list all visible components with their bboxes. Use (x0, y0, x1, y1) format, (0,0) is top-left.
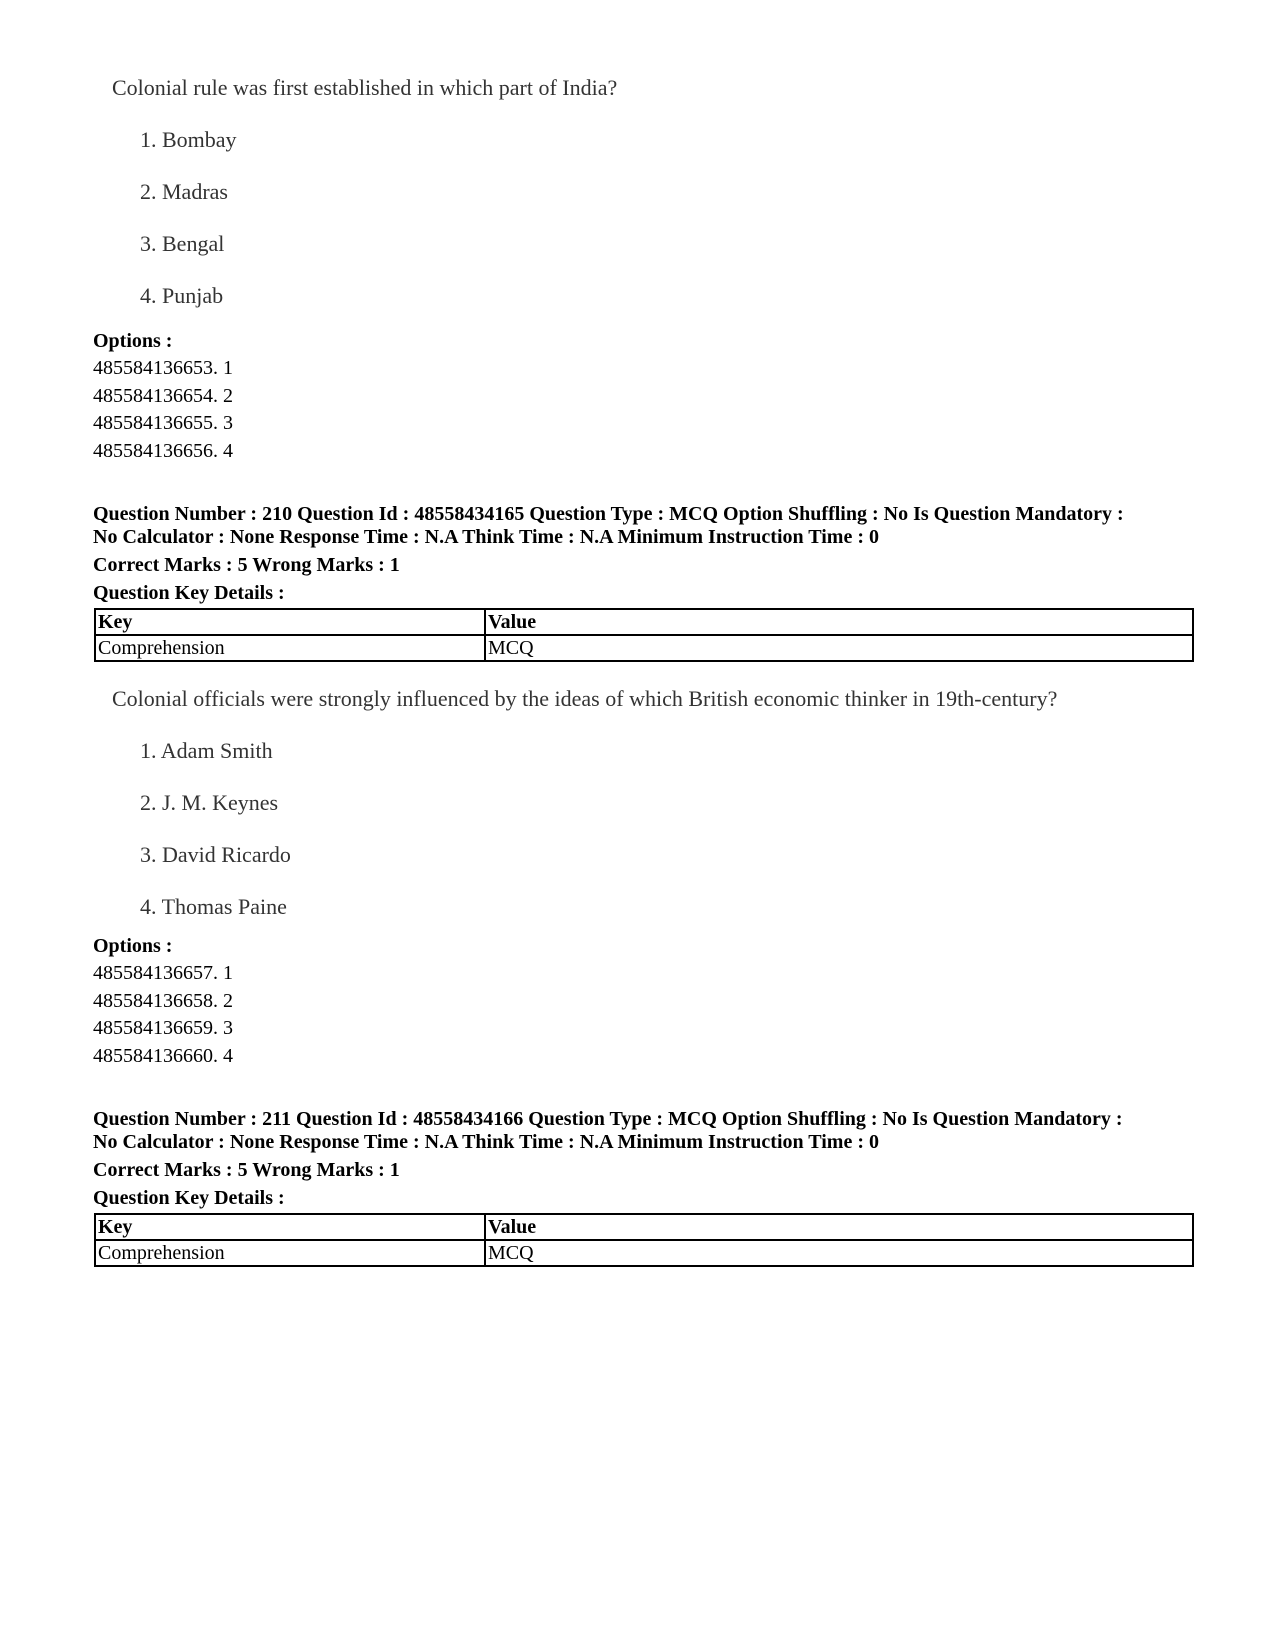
table-header-value: Value (485, 1214, 1193, 1240)
question-meta-line: Question Number : 211 Question Id : 48558434166 Question Type : MCQ Option Shuffling : No Is Question Mandatory : (93, 1108, 1123, 1130)
question-meta-line: Question Number : 210 Question Id : 48558434165 Question Type : MCQ Option Shuffling : No Is Question Mandatory : (93, 503, 1124, 525)
table-header-key: Key (95, 1214, 485, 1240)
table-header-value: Value (485, 609, 1193, 635)
key-details-table (94, 1213, 1194, 1267)
key-details-table (94, 608, 1194, 662)
question-meta (93, 503, 1193, 549)
option-id: 485584136660. 4 (93, 1045, 233, 1067)
table-cell-key: Comprehension (95, 635, 485, 661)
key-details-label: Question Key Details : (93, 582, 285, 604)
option-id: 485584136656. 4 (93, 440, 233, 462)
option-id: 485584136657. 1 (93, 962, 233, 984)
option-id: 485584136659. 3 (93, 1017, 233, 1039)
option-id: 485584136654. 2 (93, 385, 233, 407)
table-header-row (95, 1214, 1193, 1240)
choice-item: 2. J. M. Keynes (140, 790, 279, 815)
table-row (95, 635, 1193, 661)
options-label: Options : (93, 935, 173, 957)
marks-line: Correct Marks : 5 Wrong Marks : 1 (93, 1159, 400, 1181)
choice-item: 1. Adam Smith (140, 738, 273, 763)
table-cell-value: MCQ (485, 1240, 1193, 1266)
table-row (95, 1240, 1193, 1266)
table-cell-value: MCQ (485, 635, 1193, 661)
table-cell-key: Comprehension (95, 1240, 485, 1266)
option-id: 485584136658. 2 (93, 990, 233, 1012)
question-meta-line: No Calculator : None Response Time : N.A Think Time : N.A Minimum Instruction Time : 0 (93, 1131, 879, 1153)
choice-item: 1. Bombay (140, 127, 237, 152)
question-meta (93, 1108, 1193, 1154)
choice-item: 3. Bengal (140, 231, 225, 256)
marks-line: Correct Marks : 5 Wrong Marks : 1 (93, 554, 400, 576)
question-text: Colonial officials were strongly influenced by the ideas of which British economic thinker in 19th-century? (112, 686, 1058, 711)
choice-item: 3. David Ricardo (140, 842, 291, 867)
table-header-key: Key (95, 609, 485, 635)
table-header-row (95, 609, 1193, 635)
question-meta-line: No Calculator : None Response Time : N.A Think Time : N.A Minimum Instruction Time : 0 (93, 526, 879, 548)
choice-item: 2. Madras (140, 179, 228, 204)
choice-item: 4. Punjab (140, 283, 224, 308)
options-label: Options : (93, 330, 173, 352)
option-id: 485584136653. 1 (93, 357, 233, 379)
question-text: Colonial rule was first established in which part of India? (112, 75, 618, 100)
key-details-label: Question Key Details : (93, 1187, 285, 1209)
option-id: 485584136655. 3 (93, 412, 233, 434)
choice-item: 4. Thomas Paine (140, 894, 287, 919)
